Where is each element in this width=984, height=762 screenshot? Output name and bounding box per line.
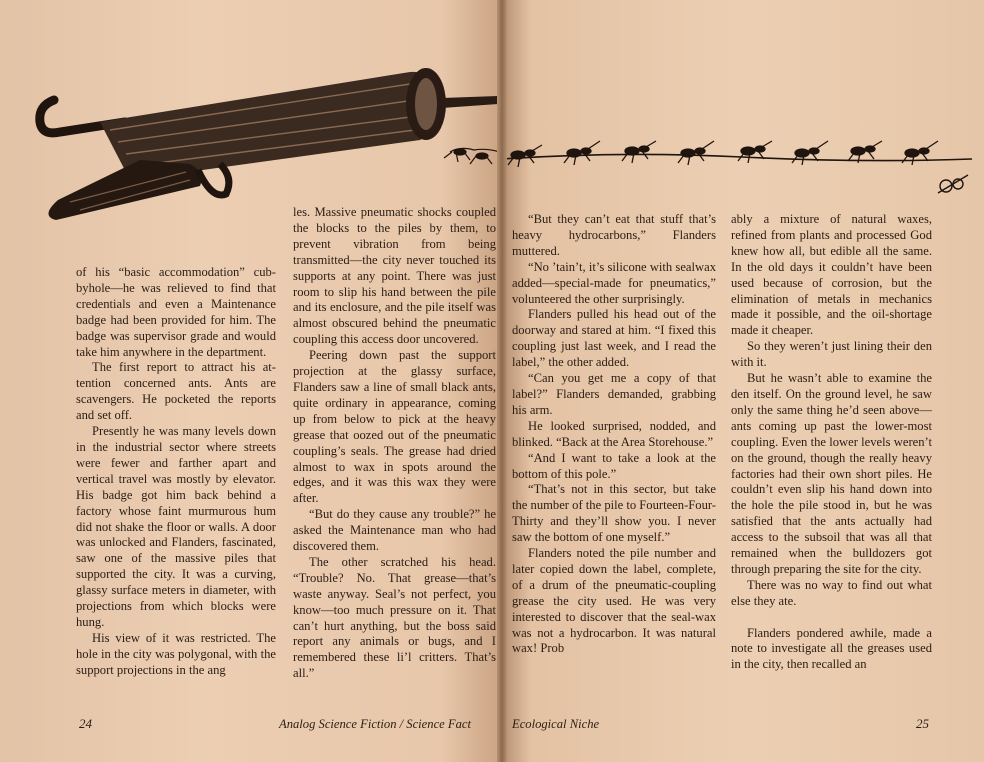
- paragraph: “But do they cause any trouble?” he asked the Maintenance man who had discovered them.: [293, 507, 496, 554]
- paragraph: His view of it was restricted. The hole in the city was polygonal, with the support projections in the ang: [76, 630, 276, 677]
- paragraph: Flanders pondered awhile, made a note to investigate all the greases used in the city, then recalled an: [731, 625, 932, 672]
- paragraph: The first report to attract his attention concerned ants. Ants are scavengers. He pocketed the reports and set off.: [76, 360, 276, 423]
- paragraph: Presently he was many levels down in the industrial sector where streets were fewer and farther apart and vertical travel was mostly by elevator. His badge got him back behind a factory whose faint murmurous hum did not shake the floor or walls. A door was unlocked and Flanders, fascinated, saw one of the massive piles that supported the city. It was a curving, glassy surface meters in diameter, with projections from which blocks were hung.: [76, 424, 276, 629]
- illustrator-signature: [938, 175, 968, 193]
- left-column-2: [293, 205, 496, 682]
- right-page: [502, 0, 984, 762]
- paragraph: les. Massive pneumatic shocks coupled the blocks to the piles by them, to prevent vibration from being transmitted—the city never touched its supports at any point. There was just room to slip his hand between the pile and its enclosure, and the pile itself was almost obscured behind the pneumatic coupling this access door uncovered.: [293, 205, 496, 347]
- paragraph: “Can you get me a copy of that label?” Flanders demanded, grabbing his arm.: [512, 371, 716, 417]
- paragraph: “And I want to take a look at the bottom of this pole.”: [512, 450, 716, 481]
- page-number-right: 25: [916, 716, 929, 731]
- paragraph: But he wasn’t able to examine the den itself. On the ground level, he saw only the same thing he’d seen above—ants coming up past the lower-most coupling. Even the lower levels weren’t on the ground, though the really heavy factories had their own short piles. He couldn’t even slip his hand down into the hole the pile stood in, but he was satisfied that the ants actually had access to the subsoil that was all that remained when the bulldozers got through preparing the site for the city.: [731, 371, 932, 576]
- paragraph: Flanders pulled his head out of the doorway and stared at him. “I fixed this coupling just last week, and I read the label,” the other added.: [512, 307, 716, 370]
- running-title-left: Analog Science Fiction / Science Fact: [279, 717, 471, 731]
- book-gutter: [497, 0, 507, 762]
- paragraph: “That’s not in this sector, but take the number of the pile to Fourteen-Four-Thirty and they’ll show you. I never saw the bottom of one myself.”: [512, 482, 716, 545]
- ant-trail-illustration: [502, 125, 984, 200]
- paragraph: “No ’tain’t, it’s silicone with sealwax added—special-made for pneumatics,” volunteered the other surprisingly.: [512, 259, 716, 306]
- left-column-1: [76, 265, 276, 679]
- right-column-1: [512, 212, 716, 657]
- paragraph: The other scratched his head. “Trouble? No. That grease—that’s waste anyway. Seal’s not perfect, you know—too much pressure on it. That can’t hurt anything, but the boss said report any animals or bugs, and I remembered these li’l critters. That’s all.”: [293, 554, 496, 681]
- right-column-2: [731, 212, 932, 673]
- paragraph: of his “basic accommodation” cubbyhole—he was relieved to find that credentials and even a Maintenance badge had been provided for him. The badge was supervisor grade and would take him anywhere in the department.: [76, 265, 276, 359]
- paragraph: ably a mixture of natural waxes, refined from plants and processed God knew how all, but edible all the same. In the old days it couldn’t have been used because of corrosion, but the elimination of metals in mechanics made it possible, and the oil-shortage made it cheaper.: [731, 212, 932, 338]
- paragraph: Flanders noted the pile number and later copied down the label, complete, of a drum of the pneumatic-coupling grease the city used. He was very interested to discover that the seal-wax was not a hydrocarbon. It was natural wax! Prob: [512, 546, 716, 656]
- running-title-right: Ecological Niche: [512, 717, 600, 731]
- grease-gun-illustration: [30, 60, 502, 220]
- page-number-left: 24: [79, 716, 92, 731]
- paragraph: Peering down past the support projection at the glassy surface, Flanders saw a line of small black ants, quite ordinary in appearance, coming up from below to pick at the heavy grease that oozed out of the pneumatic coupling’s seals. The grease had dried almost to wax in spots around the edges, and it was this wax they were after.: [293, 348, 496, 506]
- paragraph: “But they can’t eat that stuff that’s heavy hydrocarbons,” Flanders muttered.: [512, 212, 716, 258]
- paragraph: There was no way to find out what else they ate.: [731, 577, 932, 608]
- paragraph: He looked surprised, nodded, and blinked. “Back at the Area Storehouse.”: [512, 418, 716, 449]
- paragraph: So they weren’t just lining their den with it.: [731, 339, 932, 370]
